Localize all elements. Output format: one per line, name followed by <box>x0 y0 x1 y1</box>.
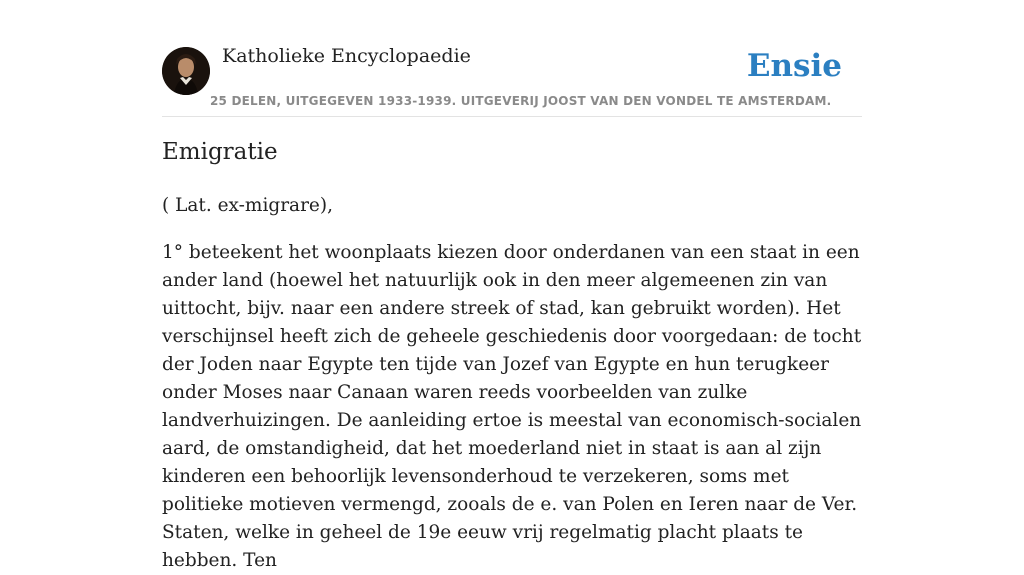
article-paragraph: ( Lat. ex-migrare), <box>162 195 333 216</box>
page-content <box>162 0 862 571</box>
portrait-icon <box>162 47 210 95</box>
source-header <box>162 0 862 117</box>
source-title[interactable]: Katholieke Encyclopaedie <box>222 45 471 67</box>
article-title: Emigratie <box>162 139 278 165</box>
avatar[interactable] <box>162 47 210 95</box>
source-meta: 25 DELEN, UITGEGEVEN 1933-1939. UITGEVERIJ JOOST VAN DEN VONDEL TE AMSTERDAM. <box>210 94 832 108</box>
brand-logo[interactable]: Ensie <box>746 48 842 84</box>
article-paragraph: 1° beteekent het woonplaats kiezen door onderdanen van een staat in een ander land (hoewel het natuurlijk ook in den meer algemeenen zin van uittocht, bijv. naar een andere streek of stad, kan gebruikt worden). Het verschijnsel heeft zich de geheele geschiedenis door voorgedaan: de tocht der Joden naar Egypte ten tijde van Jozef van Egypte en hun terugkeer onder Moses naar Canaan waren reeds voorbeelden van zulke landverhuizingen. De aanleiding ertoe is meestal van economisch-socialen aard, de omstandigheid, dat het moederland niet in staat is aan al zijn kinderen een behoorlijk levensonderhoud te verzekeren, soms met politieke motieven vermengd, zooals de e. van Polen en Ieren naar de Ver. Staten, welke in geheel de 19e eeuw vrij regelmatig placht plaats te hebben. Ten <box>162 242 862 571</box>
